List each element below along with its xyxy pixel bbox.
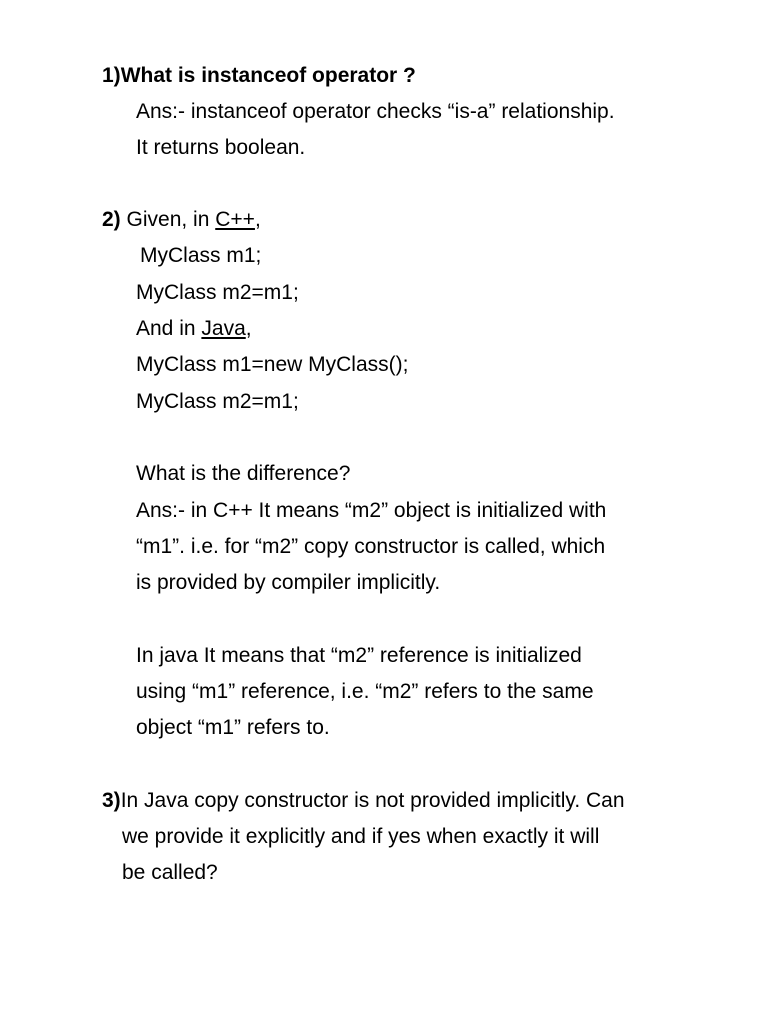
q3-question-line-3: be called?	[122, 861, 218, 884]
q3-number: 3)	[102, 789, 121, 812]
q1-question: What is instanceof operator ?	[120, 64, 416, 87]
q2-java-line-1: MyClass m1=new MyClass();	[136, 353, 409, 376]
q1-heading	[102, 63, 416, 89]
q2-cpp-line-2: MyClass m2=m1;	[136, 281, 299, 304]
q2-java-lang: Java	[201, 317, 246, 340]
q2-java-line-2: MyClass m2=m1;	[136, 390, 299, 413]
q2-answer-java-line-2: using “m1” reference, i.e. “m2” refers to the same	[136, 680, 594, 703]
q2-question: What is the difference?	[136, 462, 351, 485]
q2-answer-cpp-line-1: Ans:- in C++ It means “m2” object is initialized with	[136, 499, 607, 522]
q2-java-suffix: ,	[245, 317, 252, 340]
q2-java-heading	[136, 316, 252, 342]
q2-answer-cpp-line-3: is provided by compiler implicitly.	[136, 571, 441, 594]
q1-answer-line-2: It returns boolean.	[136, 136, 306, 159]
q3-question-line-2: we provide it explicitly and if yes when exactly it will	[122, 825, 600, 848]
q2-given-lang: C++	[215, 208, 255, 231]
q1-number: 1)	[102, 64, 121, 87]
q2-answer-java-line-1: In java It means that “m2” reference is initialized	[136, 644, 582, 667]
q2-cpp-line-1: MyClass m1;	[140, 244, 262, 267]
q2-heading	[102, 207, 261, 233]
q2-java-prefix: And in	[136, 317, 202, 340]
q3-question-line-1: In Java copy constructor is not provided implicitly. Can	[120, 789, 625, 812]
q2-given-suffix: ,	[254, 208, 261, 231]
q2-answer-cpp-line-2: “m1”. i.e. for “m2” copy constructor is called, which	[136, 535, 606, 558]
q2-given-prefix: Given, in	[120, 208, 216, 231]
q3-heading	[102, 788, 625, 814]
q2-number: 2)	[102, 208, 121, 231]
q1-answer-line-1: Ans:- instanceof operator checks “is-a” relationship.	[136, 100, 615, 123]
q2-answer-java-line-3: object “m1” refers to.	[136, 716, 330, 739]
